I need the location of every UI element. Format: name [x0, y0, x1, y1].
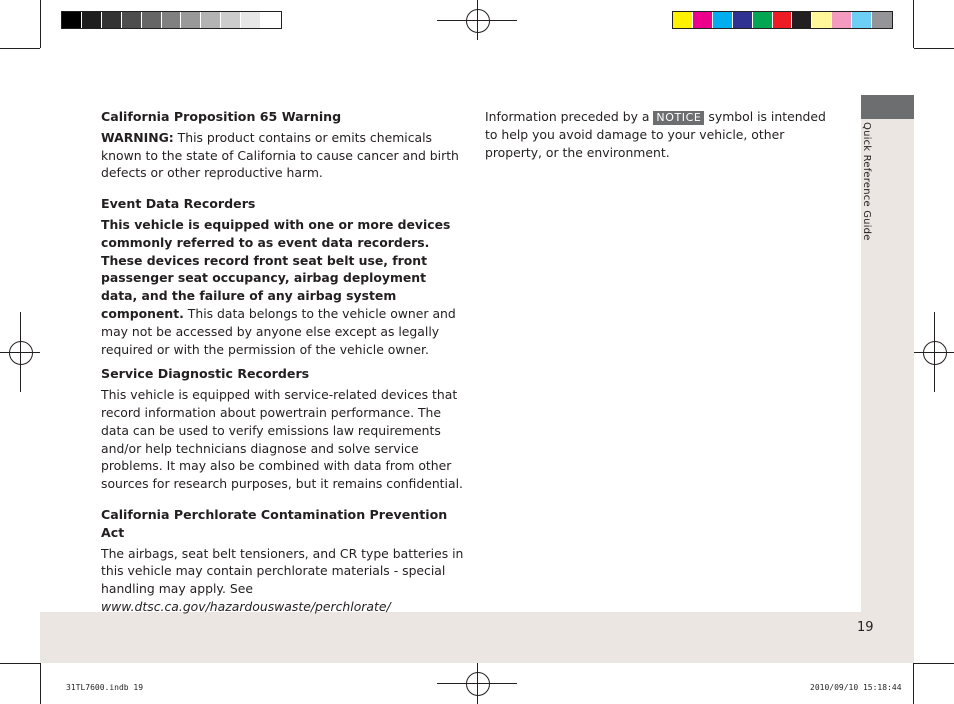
color-swatch [693, 12, 713, 28]
notice-paragraph [485, 108, 840, 161]
gray-swatch [261, 12, 281, 28]
edr-text [101, 216, 466, 358]
left-column [101, 108, 466, 629]
notice-badge: NOTICE [653, 111, 704, 125]
sdr-text: This vehicle is equipped with service-related devices that record information about powertrain performance. The data can be used to verify emissions law requirements and/or help technicians diagnose and solve service problems. It may also be combined with data from other sources for research purposes, but it remains confidential. [101, 387, 463, 492]
gray-swatch [162, 12, 182, 28]
gray-swatch [201, 12, 221, 28]
prop65-body: This product contains or emits chemicals known to the state of California to cause cancer and birth defects or other reproductive harm. [101, 129, 459, 181]
gray-swatch [102, 12, 122, 28]
slug-filename: 31TL7600.indb 19 [66, 683, 144, 692]
gray-swatch [241, 12, 261, 28]
color-swatch [733, 12, 753, 28]
sdr-section [101, 365, 466, 493]
color-swatch [832, 12, 852, 28]
section-tab[interactable] [861, 95, 914, 119]
color-swatch [872, 12, 892, 28]
gray-swatch [181, 12, 201, 28]
grayscale-color-bar [61, 11, 282, 29]
edr-bold-text: This vehicle is equipped with one or more devices commonly referred to as event data recorders. These devices record front seat belt use, front passenger seat occupancy, airbag deployment data, and the failure of any airbag system component. [101, 216, 451, 321]
prop65-text [101, 129, 466, 182]
edr-body: This data belongs to the vehicle owner and may not be accessed by anyone else except as legally required or with the permission of the vehicle owner. [101, 305, 456, 357]
notice-text-before: Information preceded by a [485, 109, 654, 124]
process-color-bar [672, 11, 893, 29]
perchlorate-section [101, 506, 466, 616]
edr-heading: Event Data Recorders [101, 196, 256, 212]
color-swatch [812, 12, 832, 28]
gray-swatch [62, 12, 82, 28]
sdr-heading: Service Diagnostic Recorders [101, 366, 310, 382]
notice-text-after: symbol is intended to help you avoid damage to your vehicle, other property, or the environment. [485, 109, 826, 160]
perchlorate-body: The airbags, seat belt tensioners, and CR type batteries in this vehicle may contain perchlorate materials - special handling may apply. See [101, 545, 464, 597]
color-swatch [713, 12, 733, 28]
page-number: 19 [857, 620, 874, 635]
edr-section [101, 195, 466, 358]
color-swatch [753, 12, 773, 28]
slug-datetime: 2010/09/10 15:18:44 [810, 683, 902, 692]
color-swatch [673, 12, 693, 28]
perchlorate-text [101, 545, 466, 616]
section-tab-label: Quick Reference Guide [861, 122, 872, 241]
perchlorate-link[interactable]: www.dtsc.ca.gov/hazardouswaste/perchlorate/ [101, 598, 391, 614]
right-column [485, 108, 840, 174]
color-swatch [773, 12, 793, 28]
warning-label: WARNING: [101, 129, 174, 145]
color-swatch [852, 12, 872, 28]
gray-swatch [221, 12, 241, 28]
color-swatch [792, 12, 812, 28]
gray-swatch [82, 12, 102, 28]
gray-swatch [142, 12, 162, 28]
prop65-heading: California Proposition 65 Warning [101, 109, 342, 124]
gray-swatch [122, 12, 142, 28]
prop65-section [101, 108, 466, 182]
perchlorate-heading: California Perchlorate Contamination Prevention Act [101, 506, 448, 540]
